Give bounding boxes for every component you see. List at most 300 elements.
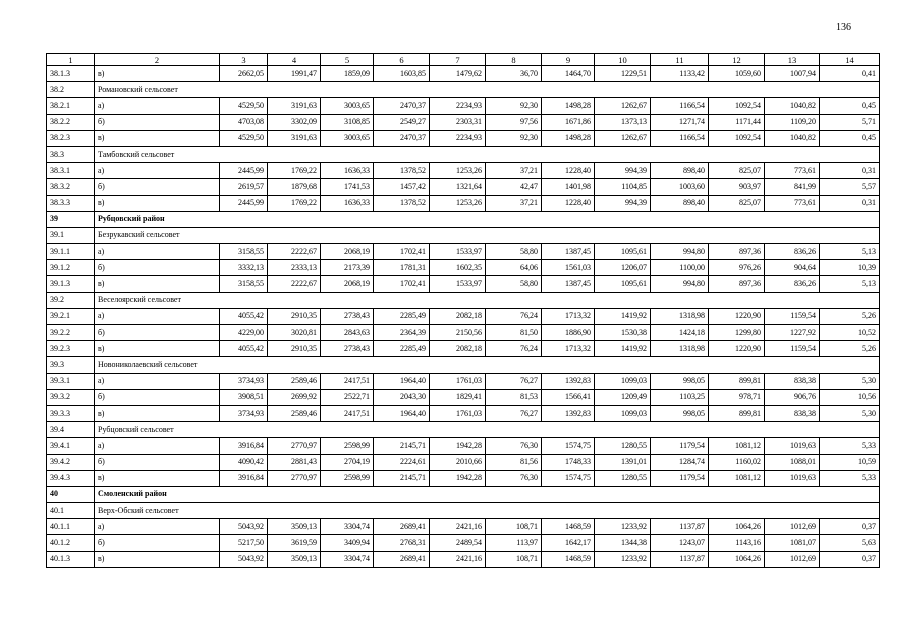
value-cell: 1498,28: [542, 98, 595, 114]
value-cell: 1284,74: [651, 454, 709, 470]
value-cell: 1419,92: [595, 308, 651, 324]
value-cell: 998,05: [651, 405, 709, 421]
value-cell: 1671,86: [542, 114, 595, 130]
value-cell: 1464,70: [542, 66, 595, 82]
value-cell: 108,71: [486, 519, 542, 535]
table-row: [47, 244, 880, 260]
value-cell: 2173,39: [321, 260, 374, 276]
row-code: 38.2.2: [47, 114, 95, 130]
row-code: 39.2: [47, 292, 95, 308]
value-cell: 2285,49: [374, 308, 430, 324]
row-label: б): [95, 179, 220, 195]
tariff-table: [46, 53, 880, 568]
header-cell: 6: [374, 54, 430, 66]
value-cell: 5217,50: [220, 535, 268, 551]
row-code: 39.3.1: [47, 373, 95, 389]
value-cell: 2421,16: [430, 551, 486, 567]
value-cell: 0,45: [820, 98, 880, 114]
value-cell: 1137,87: [651, 519, 709, 535]
row-label: б): [95, 535, 220, 551]
value-cell: 1964,40: [374, 373, 430, 389]
value-cell: 1166,54: [651, 98, 709, 114]
section-row: [47, 357, 880, 373]
value-cell: 10,39: [820, 260, 880, 276]
value-cell: 5,13: [820, 276, 880, 292]
value-cell: 2145,71: [374, 438, 430, 454]
value-cell: 906,76: [765, 389, 820, 405]
table-row: [47, 454, 880, 470]
value-cell: 92,30: [486, 130, 542, 146]
value-cell: 2881,43: [268, 454, 321, 470]
value-cell: 5,26: [820, 308, 880, 324]
value-cell: 1344,38: [595, 535, 651, 551]
table-row: [47, 325, 880, 341]
value-cell: 994,39: [595, 163, 651, 179]
value-cell: 1424,18: [651, 325, 709, 341]
value-cell: 838,38: [765, 405, 820, 421]
value-cell: 1227,92: [765, 325, 820, 341]
value-cell: 1479,62: [430, 66, 486, 82]
value-cell: 825,07: [709, 195, 765, 211]
value-cell: 1220,90: [709, 308, 765, 324]
value-cell: 5,30: [820, 405, 880, 421]
value-cell: 1533,97: [430, 244, 486, 260]
value-cell: 1159,54: [765, 308, 820, 324]
row-code: 38.1.3: [47, 66, 95, 82]
table-row: [47, 98, 880, 114]
row-code: 39.3: [47, 357, 95, 373]
value-cell: 1179,54: [651, 470, 709, 486]
value-cell: 1229,51: [595, 66, 651, 82]
row-code: 40: [47, 486, 95, 502]
row-code: 40.1.1: [47, 519, 95, 535]
row-code: 38.3: [47, 146, 95, 162]
value-cell: 1419,92: [595, 341, 651, 357]
row-code: 38.3.1: [47, 163, 95, 179]
value-cell: 5,13: [820, 244, 880, 260]
district-row: [47, 211, 880, 227]
value-cell: 994,80: [651, 276, 709, 292]
value-cell: 3304,74: [321, 551, 374, 567]
value-cell: 2489,54: [430, 535, 486, 551]
value-cell: 1387,45: [542, 276, 595, 292]
row-code: 40.1.2: [47, 535, 95, 551]
row-code: 39.1.3: [47, 276, 95, 292]
value-cell: 97,56: [486, 114, 542, 130]
header-cell: 9: [542, 54, 595, 66]
value-cell: 899,81: [709, 373, 765, 389]
value-cell: 2910,35: [268, 308, 321, 324]
value-cell: 2333,13: [268, 260, 321, 276]
value-cell: 2910,35: [268, 341, 321, 357]
value-cell: 1003,60: [651, 179, 709, 195]
table-row: [47, 389, 880, 405]
value-cell: 1104,85: [595, 179, 651, 195]
value-cell: 2704,19: [321, 454, 374, 470]
value-cell: 1886,90: [542, 325, 595, 341]
value-cell: 1262,67: [595, 130, 651, 146]
value-cell: 1019,63: [765, 470, 820, 486]
value-cell: 3619,59: [268, 535, 321, 551]
value-cell: 1602,35: [430, 260, 486, 276]
table-row: [47, 260, 880, 276]
section-name: Романовский сельсовет: [95, 82, 880, 98]
value-cell: 1088,01: [765, 454, 820, 470]
value-cell: 2303,31: [430, 114, 486, 130]
row-label: а): [95, 519, 220, 535]
value-cell: 1741,53: [321, 179, 374, 195]
value-cell: 1243,07: [651, 535, 709, 551]
value-cell: 5,33: [820, 470, 880, 486]
value-cell: 2234,93: [430, 130, 486, 146]
value-cell: 4229,00: [220, 325, 268, 341]
value-cell: 5043,92: [220, 519, 268, 535]
row-code: 39.2.1: [47, 308, 95, 324]
value-cell: 841,99: [765, 179, 820, 195]
header-cell: 10: [595, 54, 651, 66]
header-row: [47, 54, 880, 66]
row-label: в): [95, 470, 220, 486]
value-cell: 2445,99: [220, 163, 268, 179]
value-cell: 1642,17: [542, 535, 595, 551]
table-row: [47, 163, 880, 179]
value-cell: 64,06: [486, 260, 542, 276]
value-cell: 1769,22: [268, 163, 321, 179]
table-row: [47, 341, 880, 357]
header-cell: 11: [651, 54, 709, 66]
table-row: [47, 114, 880, 130]
value-cell: 1392,83: [542, 405, 595, 421]
value-cell: 3734,93: [220, 405, 268, 421]
value-cell: 1321,64: [430, 179, 486, 195]
value-cell: 2549,27: [374, 114, 430, 130]
value-cell: 1392,83: [542, 373, 595, 389]
row-label: б): [95, 114, 220, 130]
value-cell: 2522,71: [321, 389, 374, 405]
table-row: [47, 551, 880, 567]
row-code: 38.3.2: [47, 179, 95, 195]
value-cell: 1533,97: [430, 276, 486, 292]
value-cell: 1280,55: [595, 438, 651, 454]
value-cell: 3191,63: [268, 130, 321, 146]
value-cell: 2589,46: [268, 373, 321, 389]
value-cell: 1829,41: [430, 389, 486, 405]
value-cell: 1040,82: [765, 98, 820, 114]
value-cell: 10,59: [820, 454, 880, 470]
row-label: в): [95, 66, 220, 82]
value-cell: 1253,26: [430, 195, 486, 211]
value-cell: 1636,33: [321, 195, 374, 211]
value-cell: 898,40: [651, 195, 709, 211]
value-cell: 2662,05: [220, 66, 268, 82]
value-cell: 3734,93: [220, 373, 268, 389]
value-cell: 899,81: [709, 405, 765, 421]
row-label: в): [95, 276, 220, 292]
value-cell: 1040,82: [765, 130, 820, 146]
value-cell: 76,24: [486, 308, 542, 324]
header-cell: 1: [47, 54, 95, 66]
value-cell: 1012,69: [765, 551, 820, 567]
row-label: а): [95, 308, 220, 324]
header-cell: 13: [765, 54, 820, 66]
value-cell: 1879,68: [268, 179, 321, 195]
value-cell: 3003,65: [321, 130, 374, 146]
value-cell: 5,33: [820, 438, 880, 454]
value-cell: 1206,07: [595, 260, 651, 276]
value-cell: 2417,51: [321, 405, 374, 421]
value-cell: 1228,40: [542, 163, 595, 179]
value-cell: 3158,55: [220, 244, 268, 260]
value-cell: 58,80: [486, 244, 542, 260]
value-cell: 4090,42: [220, 454, 268, 470]
value-cell: 1179,54: [651, 438, 709, 454]
value-cell: 1769,22: [268, 195, 321, 211]
value-cell: 2010,66: [430, 454, 486, 470]
value-cell: 3003,65: [321, 98, 374, 114]
value-cell: 1059,60: [709, 66, 765, 82]
value-cell: 1280,55: [595, 470, 651, 486]
value-cell: 92,30: [486, 98, 542, 114]
value-cell: 5,63: [820, 535, 880, 551]
value-cell: 2222,67: [268, 276, 321, 292]
value-cell: 76,30: [486, 438, 542, 454]
value-cell: 825,07: [709, 163, 765, 179]
value-cell: 5043,92: [220, 551, 268, 567]
district-name: Рубцовский район: [95, 211, 880, 227]
value-cell: 4529,50: [220, 130, 268, 146]
row-code: 39: [47, 211, 95, 227]
value-cell: 1713,32: [542, 308, 595, 324]
value-cell: 1081,07: [765, 535, 820, 551]
value-cell: 2689,41: [374, 551, 430, 567]
value-cell: 1468,59: [542, 551, 595, 567]
value-cell: 1964,40: [374, 405, 430, 421]
value-cell: 1457,42: [374, 179, 430, 195]
row-code: 39.1: [47, 227, 95, 243]
value-cell: 1143,16: [709, 535, 765, 551]
section-row: [47, 146, 880, 162]
value-cell: 898,40: [651, 163, 709, 179]
row-code: 39.1.2: [47, 260, 95, 276]
value-cell: 773,61: [765, 195, 820, 211]
value-cell: 1209,49: [595, 389, 651, 405]
value-cell: 1262,67: [595, 98, 651, 114]
value-cell: 1530,38: [595, 325, 651, 341]
value-cell: 1081,12: [709, 470, 765, 486]
value-cell: 3916,84: [220, 438, 268, 454]
row-label: б): [95, 260, 220, 276]
value-cell: 2598,99: [321, 438, 374, 454]
table-row: [47, 179, 880, 195]
value-cell: 2445,99: [220, 195, 268, 211]
value-cell: 1220,90: [709, 341, 765, 357]
value-cell: 2738,43: [321, 341, 374, 357]
section-row: [47, 292, 880, 308]
row-code: 40.1.3: [47, 551, 95, 567]
value-cell: 2082,18: [430, 341, 486, 357]
table-row: [47, 535, 880, 551]
value-cell: 3108,85: [321, 114, 374, 130]
row-code: 38.2.3: [47, 130, 95, 146]
value-cell: 2150,56: [430, 325, 486, 341]
value-cell: 0,31: [820, 195, 880, 211]
value-cell: 2421,16: [430, 519, 486, 535]
table-row: [47, 373, 880, 389]
value-cell: 2224,61: [374, 454, 430, 470]
row-code: 38.2: [47, 82, 95, 98]
row-code: 39.2.2: [47, 325, 95, 341]
row-label: а): [95, 98, 220, 114]
value-cell: 76,27: [486, 373, 542, 389]
value-cell: 1160,02: [709, 454, 765, 470]
value-cell: 3916,84: [220, 470, 268, 486]
value-cell: 3020,81: [268, 325, 321, 341]
header-cell: 12: [709, 54, 765, 66]
value-cell: 5,26: [820, 341, 880, 357]
value-cell: 3158,55: [220, 276, 268, 292]
row-label: б): [95, 325, 220, 341]
value-cell: 10,56: [820, 389, 880, 405]
table-row: [47, 519, 880, 535]
row-code: 39.3.2: [47, 389, 95, 405]
value-cell: 978,71: [709, 389, 765, 405]
value-cell: 37,21: [486, 163, 542, 179]
header-cell: 4: [268, 54, 321, 66]
value-cell: 1702,41: [374, 276, 430, 292]
row-label: а): [95, 373, 220, 389]
value-cell: 2770,97: [268, 470, 321, 486]
value-cell: 0,31: [820, 163, 880, 179]
value-cell: 2470,37: [374, 98, 430, 114]
value-cell: 2689,41: [374, 519, 430, 535]
value-cell: 1099,03: [595, 373, 651, 389]
value-cell: 1498,28: [542, 130, 595, 146]
row-label: а): [95, 163, 220, 179]
value-cell: 81,50: [486, 325, 542, 341]
value-cell: 836,26: [765, 244, 820, 260]
row-code: 38.3.3: [47, 195, 95, 211]
header-cell: 3: [220, 54, 268, 66]
value-cell: 1574,75: [542, 438, 595, 454]
value-cell: 2043,30: [374, 389, 430, 405]
value-cell: 3304,74: [321, 519, 374, 535]
value-cell: 76,30: [486, 470, 542, 486]
row-label: б): [95, 389, 220, 405]
value-cell: 113,97: [486, 535, 542, 551]
row-label: а): [95, 438, 220, 454]
value-cell: 994,80: [651, 244, 709, 260]
value-cell: 2768,31: [374, 535, 430, 551]
value-cell: 1318,98: [651, 341, 709, 357]
value-cell: 1092,54: [709, 98, 765, 114]
value-cell: 2619,57: [220, 179, 268, 195]
district-row: [47, 486, 880, 502]
value-cell: 1137,87: [651, 551, 709, 567]
value-cell: 4529,50: [220, 98, 268, 114]
section-name: Новониколаевский сельсовет: [95, 357, 880, 373]
value-cell: 5,30: [820, 373, 880, 389]
value-cell: 1103,25: [651, 389, 709, 405]
value-cell: 2364,39: [374, 325, 430, 341]
value-cell: 2068,19: [321, 276, 374, 292]
value-cell: 3409,94: [321, 535, 374, 551]
value-cell: 36,70: [486, 66, 542, 82]
value-cell: 108,71: [486, 551, 542, 567]
value-cell: 1401,98: [542, 179, 595, 195]
value-cell: 1713,32: [542, 341, 595, 357]
value-cell: 2068,19: [321, 244, 374, 260]
value-cell: 2598,99: [321, 470, 374, 486]
value-cell: 1133,42: [651, 66, 709, 82]
value-cell: 1109,20: [765, 114, 820, 130]
value-cell: 1942,28: [430, 470, 486, 486]
value-cell: 998,05: [651, 373, 709, 389]
row-label: в): [95, 551, 220, 567]
value-cell: 1095,61: [595, 244, 651, 260]
value-cell: 1007,94: [765, 66, 820, 82]
table-row: [47, 276, 880, 292]
row-label: в): [95, 341, 220, 357]
value-cell: 1991,47: [268, 66, 321, 82]
value-cell: 4055,42: [220, 308, 268, 324]
table-row: [47, 66, 880, 82]
table-row: [47, 308, 880, 324]
value-cell: 897,36: [709, 276, 765, 292]
section-name: Тамбовский сельсовет: [95, 146, 880, 162]
row-label: б): [95, 454, 220, 470]
value-cell: 0,41: [820, 66, 880, 82]
value-cell: 1095,61: [595, 276, 651, 292]
value-cell: 1391,01: [595, 454, 651, 470]
value-cell: 1253,26: [430, 163, 486, 179]
value-cell: 2285,49: [374, 341, 430, 357]
value-cell: 76,27: [486, 405, 542, 421]
value-cell: 37,21: [486, 195, 542, 211]
table-row: [47, 195, 880, 211]
value-cell: 1373,13: [595, 114, 651, 130]
value-cell: 1233,92: [595, 519, 651, 535]
header-cell: 2: [95, 54, 220, 66]
header-cell: 7: [430, 54, 486, 66]
value-cell: 1378,52: [374, 163, 430, 179]
value-cell: 2222,67: [268, 244, 321, 260]
value-cell: 1566,41: [542, 389, 595, 405]
value-cell: 42,47: [486, 179, 542, 195]
value-cell: 1636,33: [321, 163, 374, 179]
table-row: [47, 405, 880, 421]
value-cell: 1159,54: [765, 341, 820, 357]
value-cell: 1942,28: [430, 438, 486, 454]
value-cell: 1064,26: [709, 519, 765, 535]
value-cell: 2589,46: [268, 405, 321, 421]
value-cell: 2417,51: [321, 373, 374, 389]
table-body: [47, 66, 880, 568]
value-cell: 76,24: [486, 341, 542, 357]
value-cell: 1702,41: [374, 244, 430, 260]
row-code: 39.2.3: [47, 341, 95, 357]
value-cell: 0,45: [820, 130, 880, 146]
row-code: 40.1: [47, 503, 95, 519]
value-cell: 1171,44: [709, 114, 765, 130]
value-cell: 1233,92: [595, 551, 651, 567]
section-name: Безрукавский сельсовет: [95, 227, 880, 243]
row-code: 39.1.1: [47, 244, 95, 260]
value-cell: 58,80: [486, 276, 542, 292]
value-cell: 1092,54: [709, 130, 765, 146]
row-code: 39.3.3: [47, 405, 95, 421]
value-cell: 773,61: [765, 163, 820, 179]
section-row: [47, 503, 880, 519]
